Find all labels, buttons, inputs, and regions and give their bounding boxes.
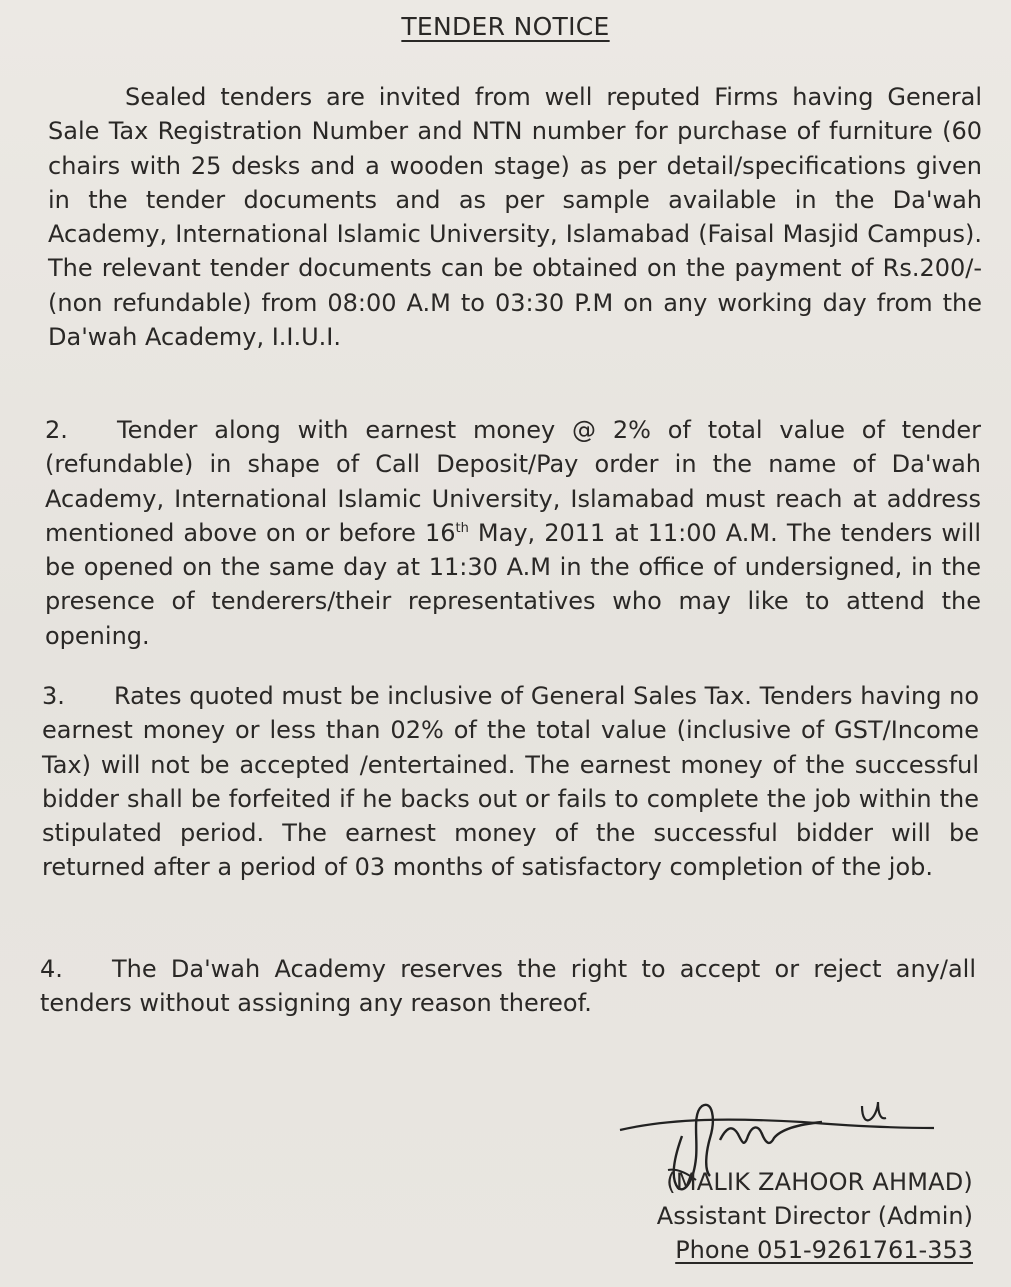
- paragraph-4-text: The Da'wah Academy reserves the right to accept or reject any/all tenders without assigning any reason thereof.: [40, 955, 976, 1018]
- ordinal-suffix: th: [455, 520, 469, 536]
- paragraph-3-text: Rates quoted must be inclusive of General Sales Tax. Tenders having no earnest money or less than 02% of the total value (inclusive of GST/Income Tax) will not be accepted /entertained. The earnest money of the successful bidder shall be forfeited if he backs out or fails to complete the job within the stipulated period. The earnest money of the successful bidder will be returned after a period of 03 months of satisfactory completion of the job.: [42, 682, 979, 882]
- signature-block: [657, 1165, 973, 1267]
- page-title: TENDER NOTICE: [401, 12, 610, 41]
- signatory-phone: Phone 051-9261761-353: [675, 1236, 973, 1264]
- signatory-designation: Assistant Director (Admin): [656, 1202, 973, 1230]
- paragraph-2-text-b: May, 2011 at 11:00 A.M. The tenders will be opened on the same day at 11:30 A.M in the office of undersigned, in the presence of tenderers/their representatives who may like to attend the opening.: [45, 518, 981, 650]
- paragraph-4: [40, 952, 976, 1021]
- paragraph-2-text-a: Tender along with earnest money @ 2% of total value of tender (refundable) in shape of Call Deposit/Pay order in the name of Da'wah Academy, International Islamic University, Islamabad must reach at address mentioned above on or before 16: [45, 416, 981, 547]
- paragraph-number: 4.: [40, 955, 63, 983]
- signatory-name: (MALIK ZAHOOR AHMAD): [666, 1168, 973, 1196]
- paragraph-3: [42, 679, 979, 885]
- paragraph-number: 3.: [42, 682, 65, 710]
- paragraph-1: Sealed tenders are invited from well reputed Firms having General Sale Tax Registration Number and NTN number for purchase of furniture (60 chairs with 25 desks and a wooden stage) as per detail/specifications given in the tender documents and as per sample available in the Da'wah Academy, International Islamic University, Islamabad (Faisal Masjid Campus). The relevant tender documents can be obtained on the payment of Rs.200/- (non refundable) from 08:00 A.M to 03:30 P.M on any working day from the Da'wah Academy, I.I.U.I.: [48, 83, 982, 352]
- paragraph-2: [45, 413, 981, 653]
- paragraph-number: 2.: [45, 416, 68, 444]
